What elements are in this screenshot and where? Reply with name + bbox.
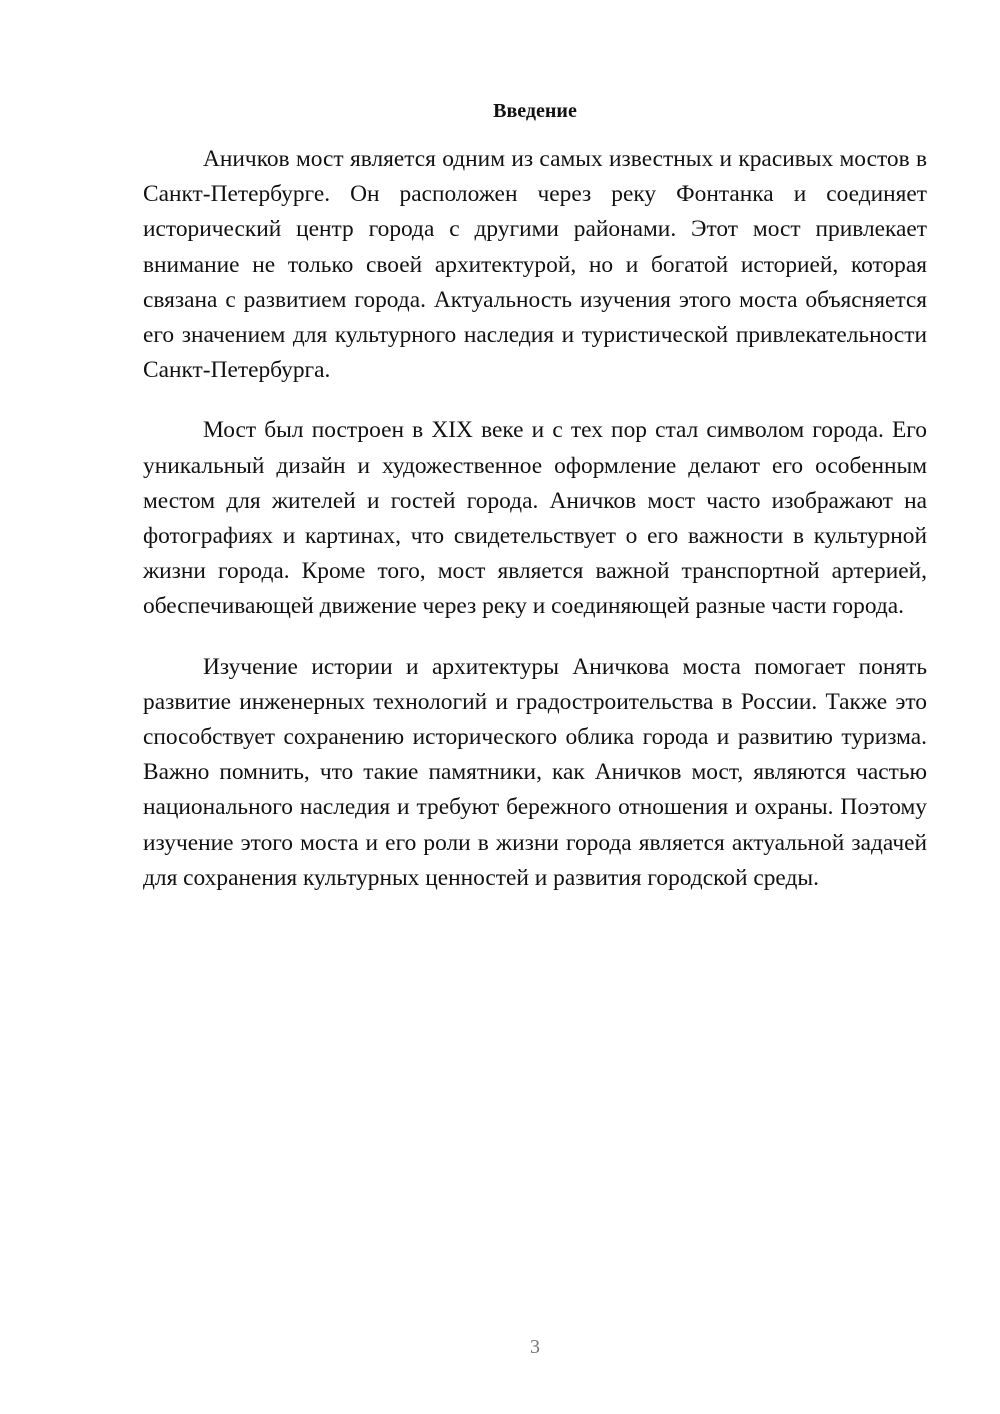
body-text xyxy=(143,142,927,921)
paragraph-1: Аничков мост является одним из самых известных и красивых мостов в Санкт-Петербурге. Он расположен через реку Фонтанка и соединяет исторический центр города с другими районами. Этот мост привлекает внимание не только своей архитектурой, но и богатой историей, которая связана с развитием города. Актуальность изучения этого моста объясняется его значением для культурного наследия и туристической привлекательности Санкт-Петербурга. xyxy=(143,146,927,384)
page-number: 3 xyxy=(530,1336,540,1358)
paragraph-3: Изучение истории и архитектуры Аничкова моста помогает понять развитие инженерных технологий и градостроительства в России. Также это способствует сохранению исторического облика города и развитию туризма. Важно помнить, что такие памятники, как Аничков мост, являются частью национального наследия и требуют бережного отношения и охраны. Поэтому изучение этого моста и его роли в жизни города является актуальной задачей для сохранения культурных ценностей и развития городской среды. xyxy=(143,653,927,891)
paragraph-2: Мост был построен в XIX веке и с тех пор стал символом города. Его уникальный дизайн и художественное оформление делают его особенным местом для жителей и гостей города. Аничков мост часто изображают на фотографиях и картинах, что свидетельствует о его важности в культурной жизни города. Кроме того, мост является важной транспортной артерией, обеспечивающей движение через реку и соединяющей разные части города. xyxy=(143,417,927,620)
section-heading: Введение xyxy=(493,100,577,122)
